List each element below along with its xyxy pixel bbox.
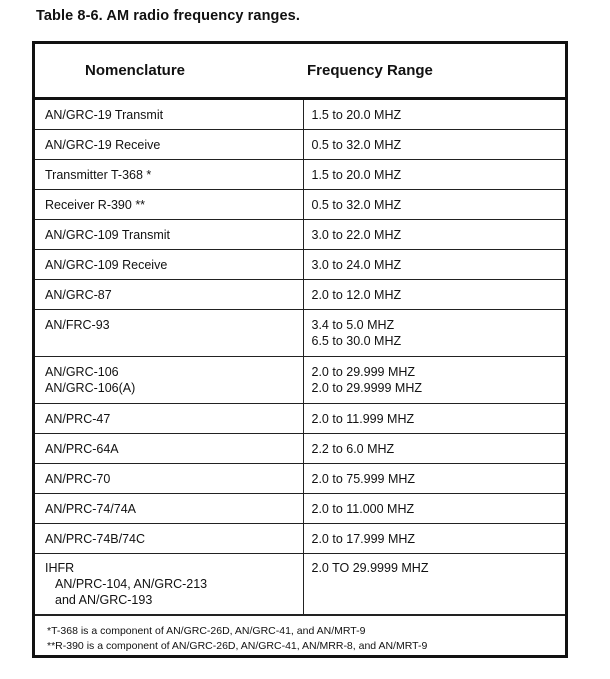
table-frame: [32, 41, 568, 658]
frequency-cell: [303, 280, 565, 310]
table-row: [35, 160, 565, 190]
frequency-text: 2.0 to 11.999 MHZ: [311, 412, 415, 426]
nomenclature-text: and AN/GRC-193: [55, 593, 153, 607]
table-row: [35, 554, 565, 615]
column-header-frequency-range: Frequency Range: [303, 44, 565, 99]
table-row: [35, 357, 565, 404]
frequency-text: 2.0 to 17.999 MHZ: [311, 532, 416, 546]
nomenclature-cell: [35, 250, 303, 280]
nomenclature-cell: [35, 160, 303, 190]
nomenclature-text: AN/PRC-74/74A: [45, 502, 137, 516]
frequency-text: 2.0 to 11.000 MHZ: [311, 502, 415, 516]
table-row: [35, 220, 565, 250]
column-header-nomenclature: Nomenclature: [35, 44, 303, 99]
table-caption: Table 8-6. AM radio frequency ranges.: [36, 8, 300, 24]
nomenclature-text: AN/FRC-93: [45, 318, 110, 332]
nomenclature-text: Receiver R-390 **: [45, 198, 146, 212]
nomenclature-text: AN/PRC-47: [45, 412, 111, 426]
frequency-cell: [303, 310, 565, 357]
frequency-cell: [303, 524, 565, 554]
nomenclature-text: AN/GRC-109 Transmit: [45, 228, 171, 242]
frequency-text: 1.5 to 20.0 MHZ: [311, 168, 402, 182]
frequency-cell: [303, 404, 565, 434]
table-row: [35, 524, 565, 554]
table-row: [35, 130, 565, 160]
nomenclature-text: AN/GRC-87: [45, 288, 112, 302]
table-row: [35, 250, 565, 280]
nomenclature-cell: [35, 130, 303, 160]
frequency-cell: [303, 434, 565, 464]
frequency-table: [35, 44, 565, 615]
nomenclature-text: AN/GRC-19 Transmit: [45, 108, 164, 122]
table-row: [35, 280, 565, 310]
frequency-text: 3.0 to 24.0 MHZ: [311, 258, 402, 272]
frequency-text: 2.0 to 29.9999 MHZ: [311, 381, 422, 395]
nomenclature-text: AN/PRC-74B/74C: [45, 532, 146, 546]
frequency-text: 0.5 to 32.0 MHZ: [311, 198, 402, 212]
frequency-cell: [303, 130, 565, 160]
frequency-text: 2.2 to 6.0 MHZ: [311, 442, 395, 456]
frequency-cell: [303, 464, 565, 494]
nomenclature-cell: [35, 464, 303, 494]
nomenclature-cell: [35, 554, 303, 615]
frequency-cell: [303, 554, 565, 615]
frequency-text: 2.0 to 29.999 MHZ: [311, 365, 416, 379]
nomenclature-cell: [35, 310, 303, 357]
footnotes: [35, 615, 565, 653]
nomenclature-text: AN/GRC-109 Receive: [45, 258, 168, 272]
nomenclature-cell: [35, 434, 303, 464]
frequency-cell: [303, 357, 565, 404]
nomenclature-cell: [35, 280, 303, 310]
frequency-cell: [303, 494, 565, 524]
table-row: [35, 99, 565, 130]
nomenclature-cell: [35, 404, 303, 434]
nomenclature-cell: [35, 220, 303, 250]
table-body: [35, 99, 565, 615]
frequency-cell: [303, 190, 565, 220]
frequency-text: 3.4 to 5.0 MHZ: [311, 318, 395, 332]
frequency-cell: [303, 160, 565, 190]
frequency-cell: [303, 250, 565, 280]
table-row: [35, 494, 565, 524]
nomenclature-text: AN/GRC-106(A): [45, 381, 136, 395]
frequency-text: 0.5 to 32.0 MHZ: [311, 138, 402, 152]
table-row: [35, 310, 565, 357]
nomenclature-text: AN/GRC-106: [45, 365, 119, 379]
table-row: [35, 434, 565, 464]
nomenclature-text: IHFR: [45, 561, 75, 575]
frequency-text: 2.0 TO 29.9999 MHZ: [311, 561, 429, 575]
nomenclature-text: AN/PRC-104, AN/GRC-213: [55, 577, 208, 591]
table-header-row: [35, 44, 565, 99]
frequency-cell: [303, 99, 565, 130]
frequency-text: 3.0 to 22.0 MHZ: [311, 228, 402, 242]
frequency-text: 2.0 to 75.999 MHZ: [311, 472, 416, 486]
frequency-cell: [303, 220, 565, 250]
frequency-text: 1.5 to 20.0 MHZ: [311, 108, 402, 122]
table-row: [35, 190, 565, 220]
nomenclature-text: AN/PRC-64A: [45, 442, 119, 456]
nomenclature-cell: [35, 524, 303, 554]
frequency-text: 2.0 to 12.0 MHZ: [311, 288, 402, 302]
table-row: [35, 464, 565, 494]
table-row: [35, 404, 565, 434]
nomenclature-text: Transmitter T-368 *: [45, 168, 152, 182]
footnote-r390: **R-390 is a component of AN/GRC-26D, AN/GRC-41, AN/MRR-8, and AN/MRT-9: [47, 639, 428, 652]
nomenclature-cell: [35, 494, 303, 524]
nomenclature-cell: [35, 190, 303, 220]
nomenclature-text: AN/PRC-70: [45, 472, 111, 486]
footnote-t368: *T-368 is a component of AN/GRC-26D, AN/GRC-41, and AN/MRT-9: [47, 625, 366, 637]
nomenclature-cell: [35, 99, 303, 130]
frequency-text: 6.5 to 30.0 MHZ: [311, 334, 402, 348]
nomenclature-text: AN/GRC-19 Receive: [45, 138, 161, 152]
nomenclature-cell: [35, 357, 303, 404]
